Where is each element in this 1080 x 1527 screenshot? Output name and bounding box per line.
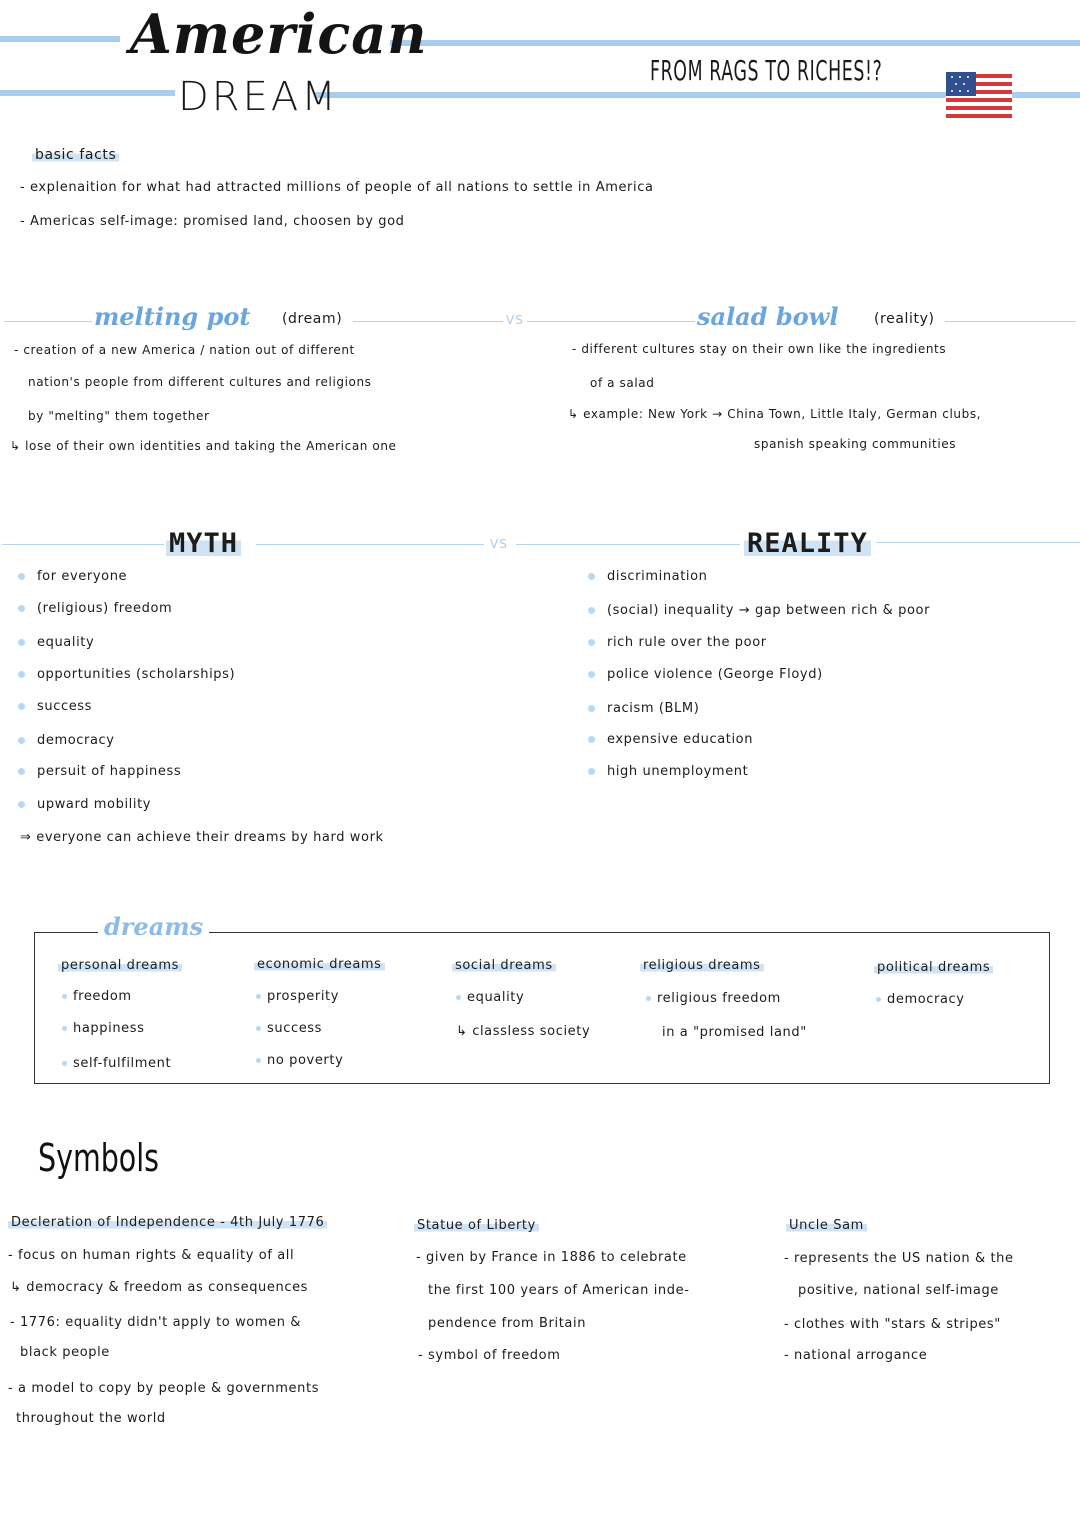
personal-item-3: self-fulfilment: [73, 1056, 172, 1071]
religious-dreams-heading: religious dreams: [640, 958, 764, 973]
melting-tag: (dream): [282, 311, 343, 327]
salad-line-right: [945, 321, 1076, 322]
list-item: [18, 635, 94, 650]
reality-item-2: (social) inequality → gap between rich & poor: [607, 603, 931, 618]
salad-line-3: ↳ example: New York → China Town, Little Italy, German clubs,: [568, 407, 982, 421]
economic-item-3: no poverty: [267, 1053, 344, 1068]
subtitle: FROM RAGS TO RICHES!?: [650, 54, 883, 87]
dreams-col-religious-heading: [640, 958, 764, 973]
list-item: [62, 1021, 145, 1036]
basic-fact-1: - explenaition for what had attracted millions of people of all nations to settle in America: [20, 180, 654, 195]
social-dreams-heading: social dreams: [452, 958, 556, 973]
list-item: [588, 764, 748, 779]
uncle-sam-line-3: - clothes with "stars & stripes": [784, 1317, 1001, 1332]
personal-dreams-heading: personal dreams: [58, 958, 182, 973]
myth-item-2: (religious) freedom: [37, 601, 173, 616]
reality-item-3: rich rule over the poor: [607, 635, 767, 650]
list-item: [18, 797, 151, 812]
myth-item-8: upward mobility: [37, 797, 152, 812]
salad-line-1: - different cultures stay on their own like the ingredients: [572, 342, 947, 356]
header-line-top-right: [390, 40, 1080, 46]
myth-line-right: [256, 544, 484, 545]
liberty-line-1: - given by France in 1886 to celebrate: [416, 1250, 687, 1265]
reality-line-right: [876, 542, 1080, 543]
religious-item-2: in a "promised land": [662, 1025, 807, 1040]
basic-facts-heading: [32, 147, 119, 163]
list-item: [588, 569, 708, 584]
melting-line-2: nation's people from different cultures and religions: [28, 375, 372, 389]
uncle-sam-line-4: - national arrogance: [784, 1348, 928, 1363]
symbols-title: Symbols: [38, 1136, 160, 1180]
reality-item-4: police violence (George Floyd): [607, 667, 823, 682]
declaration-line-4: black people: [20, 1345, 110, 1360]
basic-fact-2: - Americas self-image: promised land, choosen by god: [20, 214, 405, 229]
myth-title: [166, 528, 241, 559]
vs-label-1: VS: [506, 313, 524, 327]
list-item: [256, 1021, 322, 1036]
reality-item-5: racism (BLM): [607, 701, 700, 716]
reality-title: [744, 528, 871, 559]
uncle-sam-line-1: - represents the US nation & the: [784, 1251, 1014, 1266]
reality-item-6: expensive education: [607, 732, 754, 747]
dreams-col-economic-heading: [254, 957, 385, 972]
list-item: [588, 732, 753, 747]
list-item: [18, 764, 181, 779]
list-item: [646, 991, 781, 1006]
list-item: [588, 635, 767, 650]
social-item-2: ↳ classless society: [456, 1024, 591, 1039]
list-item: [256, 989, 339, 1004]
dreams-col-political-heading: [874, 960, 993, 975]
political-item-1: democracy: [887, 992, 965, 1007]
myth-item-1: for everyone: [37, 569, 128, 584]
reality-item-7: high unemployment: [607, 764, 749, 779]
list-item: [588, 603, 930, 618]
dreams-title: dreams: [98, 912, 209, 941]
myth-line-left: [2, 544, 164, 545]
melting-line-3: by "melting" them together: [28, 409, 210, 423]
declaration-line-3: - 1776: equality didn't apply to women &: [10, 1315, 302, 1330]
declaration-line-1: - focus on human rights & equality of all: [8, 1248, 295, 1263]
liberty-heading-text: Statue of Liberty: [414, 1218, 539, 1233]
header-line-bottom-left: [0, 90, 175, 96]
liberty-line-2: the first 100 years of American inde-: [428, 1283, 690, 1298]
list-item: [18, 569, 127, 584]
reality-line-left: [516, 544, 740, 545]
uncle-sam-heading: [786, 1218, 867, 1233]
title-dream: DREAM: [178, 74, 339, 120]
salad-tag: (reality): [874, 311, 935, 327]
liberty-line-4: - symbol of freedom: [418, 1348, 561, 1363]
salad-line-4: spanish speaking communities: [754, 437, 957, 451]
melting-line-right: [353, 321, 503, 322]
melting-line-left: [4, 321, 92, 322]
declaration-heading-text: Decleration of Independence - 4th July 1776: [8, 1215, 327, 1230]
vs-label-2: VS: [490, 537, 508, 551]
social-item-1: equality: [467, 990, 525, 1005]
liberty-heading: [414, 1218, 539, 1233]
declaration-line-6: throughout the world: [16, 1411, 166, 1426]
basic-facts-heading-text: basic facts: [32, 147, 119, 163]
religious-item-1: religious freedom: [657, 991, 781, 1006]
uncle-sam-line-2: positive, national self-image: [798, 1283, 999, 1298]
myth-conclusion: ⇒ everyone can achieve their dreams by hard work: [20, 830, 384, 845]
declaration-heading: [8, 1215, 327, 1230]
liberty-line-3: pendence from Britain: [428, 1316, 587, 1331]
declaration-line-5: - a model to copy by people & governments: [8, 1381, 320, 1396]
personal-item-2: happiness: [73, 1021, 145, 1036]
list-item: [876, 992, 965, 1007]
economic-item-1: prosperity: [267, 989, 340, 1004]
list-item: [62, 989, 132, 1004]
list-item: [18, 699, 92, 714]
myth-item-3: equality: [37, 635, 95, 650]
myth-item-7: persuit of happiness: [37, 764, 182, 779]
dreams-col-social-heading: [452, 958, 556, 973]
reality-item-1: discrimination: [607, 569, 708, 584]
list-item: [588, 701, 699, 716]
header-line-top-left: [0, 36, 120, 42]
political-dreams-heading: political dreams: [874, 960, 993, 975]
declaration-line-2: ↳ democracy & freedom as consequences: [10, 1280, 309, 1295]
list-item: [256, 1053, 343, 1068]
myth-item-4: opportunities (scholarships): [37, 667, 236, 682]
melting-line-1: - creation of a new America / nation out of different: [14, 343, 355, 357]
myth-title-text: MYTH: [166, 528, 241, 559]
reality-title-text: REALITY: [744, 528, 871, 559]
myth-item-5: success: [37, 699, 93, 714]
myth-item-6: democracy: [37, 733, 115, 748]
list-item: [588, 667, 823, 682]
dreams-box: [34, 932, 1050, 1084]
salad-line-2: of a salad: [590, 376, 655, 390]
economic-dreams-heading: economic dreams: [254, 957, 385, 972]
list-item: [18, 733, 115, 748]
economic-item-2: success: [267, 1021, 323, 1036]
us-flag-icon: [946, 72, 1012, 120]
melting-line-4: ↳ lose of their own identities and taking the American one: [10, 439, 397, 453]
list-item: [18, 601, 172, 616]
uncle-sam-heading-text: Uncle Sam: [786, 1218, 867, 1233]
salad-bowl-title: salad bowl: [697, 302, 839, 331]
dreams-col-personal-heading: [58, 958, 182, 973]
personal-item-1: freedom: [73, 989, 132, 1004]
melting-pot-title: melting pot: [94, 302, 251, 331]
list-item: [18, 667, 235, 682]
salad-line-left: [527, 321, 695, 322]
list-item: [456, 990, 524, 1005]
title-american: American: [130, 2, 428, 66]
list-item: [62, 1056, 171, 1071]
